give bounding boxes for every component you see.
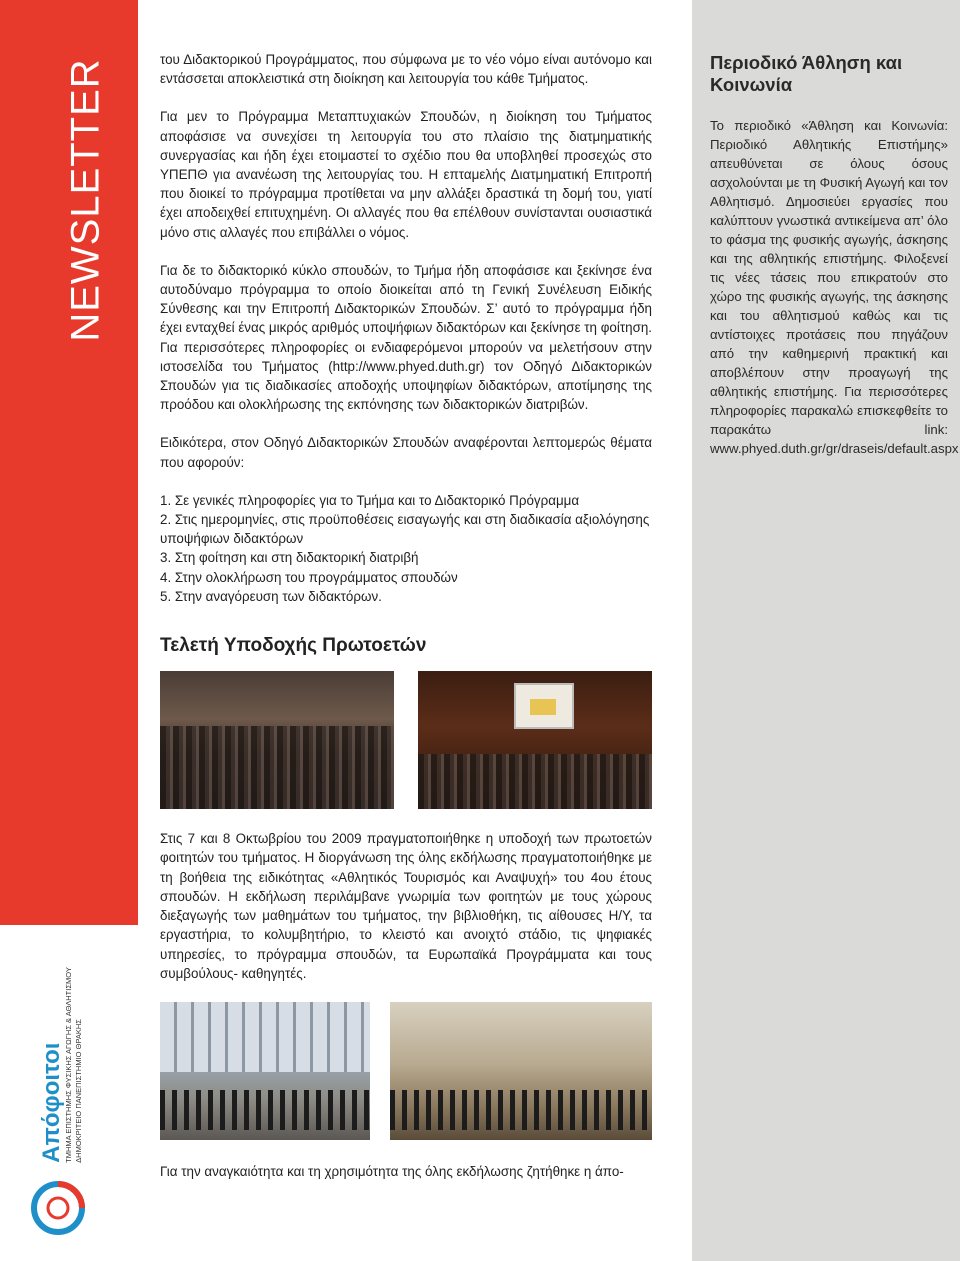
logo-emblem-icon (30, 1180, 86, 1236)
list-item: 5. Στην αναγόρευση των διδακτόρων. (160, 588, 382, 604)
sidebar-body: Το περιοδικό «Άθληση και Κοινωνία: Περιοδικό Αθλητικής Επιστήμης» απευθύνεται σε όλους όσους ασχολούνται με τη Φυσική Αγωγή και τον Αθλητισμό. Δημοσιεύει εργασίες που καλύπτουν γνωστικά αντικείμενα απ’ όλο το φάσμα της φυσικής αγωγής, άσκησης και της αθλητικής επιστήμης. Φιλοξενεί τις νέες τάσεις που επικρατούν στο χώρο της φυσικής αγωγής, της άσκησης και του αθλητισμού καθώς και τις αντίστοιχες προτάσεις που πηγάζουν από την καθημερινή πρακτική και αποβλέπουν στην προαγωγή της αθλητικής επιστήμης. Για περισσότερες πληροφορίες παρακαλώ επισκεφθείτε το παρακάτω link: www.phyed.duth.gr/gr/draseis/default.aspx (710, 118, 959, 456)
logo-department: ΤΜΗΜΑ ΕΠΙΣΤΗΜΗΣ ΦΥΣΙΚΗΣ ΑΓΩΓΗΣ & ΑΘΛΗΤΙΣΜΟΥ (64, 967, 73, 1163)
gym-hall-photo (160, 1002, 370, 1140)
hall-windows (160, 1002, 370, 1072)
projection-screen (514, 683, 574, 729)
newsletter-label: NEWSLETTER (63, 58, 108, 342)
article-paragraph: του Διδακτορικού Προγράμματος, που σύμφωνα με το νέο νόμο είναι αυτόνομο και εντάσσεται αποκλειστικά στη διοίκηση και λειτουργία του κάθε Τμήματος. (160, 52, 652, 87)
auditorium-photo (160, 671, 394, 809)
photo-row (160, 671, 652, 809)
section-heading: Τελετή Υποδοχής Πρωτοετών (160, 635, 427, 657)
article-paragraph: Για δε το διδακτορικό κύκλο σπουδών, το Τμήμα ήδη αποφάσισε και ξεκίνησε ένα αυτοδύναμο πρόγραμμα το οποίο διοικείται από τη Γενική Συνέλευση Ειδικής Σύνθεσης και την Επιτροπή Διδακτορικών Σπουδών. Σ’ αυτό το πρόγραμμα ήδη έχει ενταχθεί ένας μικρός αριθμός υποψήφιων διδακτόρων και ξεκίνησε τη φοίτηση. Για περισσότερες πληροφορίες οι ενδιαφερόμενοι μπορούν να μελετήσουν στην ιστοσελίδα του Τμήματος (http://www.phyed.duth.gr) τον Οδηγό Διδακτορικών Σπουδών για τις διαδικασίες αποδοχής υποψηφίων διδακτόρων, αποτίμησης της προόδου και ολοκλήρωσης της εκπόνησης των διδακτορικών διατριβών. (160, 262, 652, 413)
article-paragraph: Για μεν το Πρόγραμμα Μεταπτυχιακών Σπουδών, η διοίκηση του Τμήματος αποφάσισε να συνεχίσει τη λειτουργία του στο πλαίσιο της διατμηματικής συνεργασίας και ήδη έχει ετοιμαστεί το σχέδιο που θα υποβληθεί προσεχώς στο ΥΠΕΠΘ για ανανέωση της λειτουργίας του. Η επταμελής Διατμηματική Επιτροπή που διοικεί το πρόγραμμα προτίθεται να μην αλλάξει δραστικά τη δομή του, γιατί έχει αποδειχθεί επιτυχημένη. Οι αλλαγές που θα επέλθουν συνίστανται ουσιαστικά μόνο στις αλλαγές που επιβάλλει ο νόμος. (160, 109, 652, 240)
logo-university: ΔΗΜΟΚΡΙΤΕΙΟ ΠΑΝΕΠΙΣΤΗΜΙΟ ΘΡΑΚΗΣ (74, 1019, 83, 1163)
list-item: 4. Στην ολοκλήρωση του προγράμματος σπουδών (160, 569, 458, 585)
sidebar-heading: Περιοδικό Άθληση και Κοινωνία (710, 52, 903, 95)
closing-line: Για την αναγκαιότητα και τη χρησιμότητα της όλης εκδήλωσης ζητήθηκε η άπο- (160, 1163, 624, 1179)
sidebar-content (710, 52, 959, 458)
presentation-photo (418, 671, 652, 809)
newsletter-red-band (0, 0, 138, 925)
graduates-logo (18, 965, 128, 1245)
photo-row (160, 1002, 652, 1140)
students-group (160, 1090, 370, 1130)
corridor-photo (390, 1002, 652, 1140)
list-item: 3. Στη φοίτηση και στη διδακτορική διατριβή (160, 550, 419, 566)
audience-area (418, 754, 652, 809)
sidebar (692, 0, 960, 1261)
list-item: 1. Σε γενικές πληροφορίες για το Τμήμα και το Διδακτορικό Πρόγραμμα (160, 492, 580, 508)
slide-content (530, 699, 556, 715)
logo-name: Απόφοιτοι (38, 1042, 65, 1163)
main-article (160, 50, 652, 1200)
logo-text-block (40, 967, 84, 1163)
list-item: 2. Στις ημερομηνίες, στις προϋποθέσεις εισαγωγής και στη διαδικασία αξιολόγησης υποψήφιων διδακτόρων (160, 512, 650, 547)
ceremony-paragraph: Στις 7 και 8 Οκτωβρίου του 2009 πραγματοποιήθηκε η υποδοχή των πρωτοετών φοιτητών του τμήματος. Η διοργάνωση της όλης εκδήλωσης πραγματοποιήθηκε με τη βοήθεια της ειδικότητας «Αθλητικός Τουρισμός και Αναψυχή» του 4ου έτους σπουδών. Η εκδήλωση περιλάμβανε γνωριμία των φοιτητών με τους χώρους διεξαγωγής των μαθημάτων του τμήματος, την βιβλιοθήκη, τις αίθουσες Η/Υ, τα εργαστήρια, το κολυμβητήριο, το κλειστό και ανοιχτό στάδιο, τις ψηφιακές υπηρεσίες, το πρόγραμμα σπουδών, τα Ευρωπαϊκά Προγράμματα και τους συμβούλους- καθηγητές. (160, 831, 652, 981)
article-paragraph: Ειδικότερα, στον Οδηγό Διδακτορικών Σπουδών αναφέρονται λεπτομερώς θέματα που αφορούν: (160, 435, 652, 470)
students-group (390, 1090, 652, 1130)
audience-area (160, 726, 394, 809)
guide-topics-list (160, 491, 652, 606)
